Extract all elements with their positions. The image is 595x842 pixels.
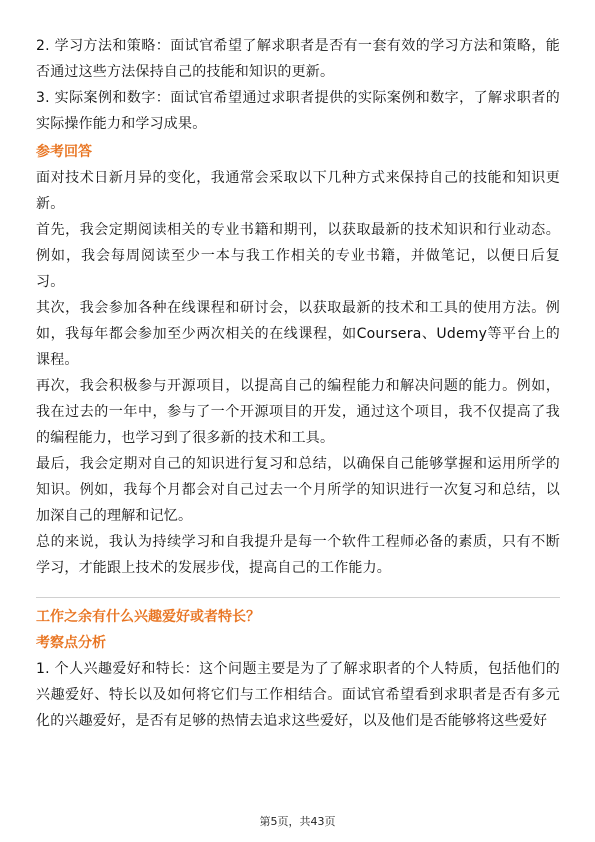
point-2-text: 2. 学习方法和策略：面试官希望了解求职者是否有一套有效的学习方法和策略，能否通过这些方法保持自己的技能和知识的更新。 xyxy=(36,38,560,80)
question-title: 工作之余有什么兴趣爱好或者特长？ xyxy=(36,609,260,625)
page-content xyxy=(36,33,560,734)
answer-paragraph-summary: 总的来说，我认为持续学习和自我提升是每一个软件工程师必备的素质，只有不断学习，才能跟上技术的发展步伐，提高自己的工作能力。 xyxy=(36,534,560,576)
section-divider xyxy=(36,597,560,598)
answer-paragraph-last: 最后，我会定期对自己的知识进行复习和总结，以确保自己能够掌握和运用所学的知识。例如，我每个月都会对自己过去一个月所学的知识进行一次复习和总结，以加深自己的理解和记忆。 xyxy=(36,456,560,524)
page-number: 第5页，共43页 xyxy=(259,815,336,828)
answer-paragraph-second: 其次，我会参加各种在线课程和研讨会，以获取最新的技术和工具的使用方法。例如，我每年都会参加至少两次相关的在线课程，如Coursera、Udemy等平台上的课程。 xyxy=(36,300,560,368)
answer-paragraph-third: 再次，我会积极参与开源项目，以提高自己的编程能力和解决问题的能力。例如，我在过去的一年中，参与了一个开源项目的开发，通过这个项目，我不仅提高了我的编程能力，也学习到了很多新的技术和工具。 xyxy=(36,378,560,446)
answer-paragraph-first: 首先，我会定期阅读相关的专业书籍和期刊，以获取最新的技术知识和行业动态。例如，我会每周阅读至少一本与我工作相关的专业书籍，并做笔记，以便日后复习。 xyxy=(36,222,560,290)
answer-paragraph-intro: 面对技术日新月异的变化，我通常会采取以下几种方式来保持自己的技能和知识更新。 xyxy=(36,170,560,212)
point-3-text: 3. 实际案例和数字：面试官希望通过求职者提供的实际案例和数字，了解求职者的实际操作能力和学习成果。 xyxy=(36,90,560,132)
reference-answer-heading: 参考回答 xyxy=(36,144,92,160)
analysis-heading: 考察点分析 xyxy=(36,635,106,651)
analysis-point-1-text: 1. 个人兴趣爱好和特长：这个问题主要是为了了解求职者的个人特质，包括他们的兴趣爱好、特长以及如何将它们与工作相结合。面试官希望看到求职者是否有多元化的兴趣爱好，是否有足够的热情去追求这些爱好，以及他们是否能够将这些爱好 xyxy=(36,661,560,729)
